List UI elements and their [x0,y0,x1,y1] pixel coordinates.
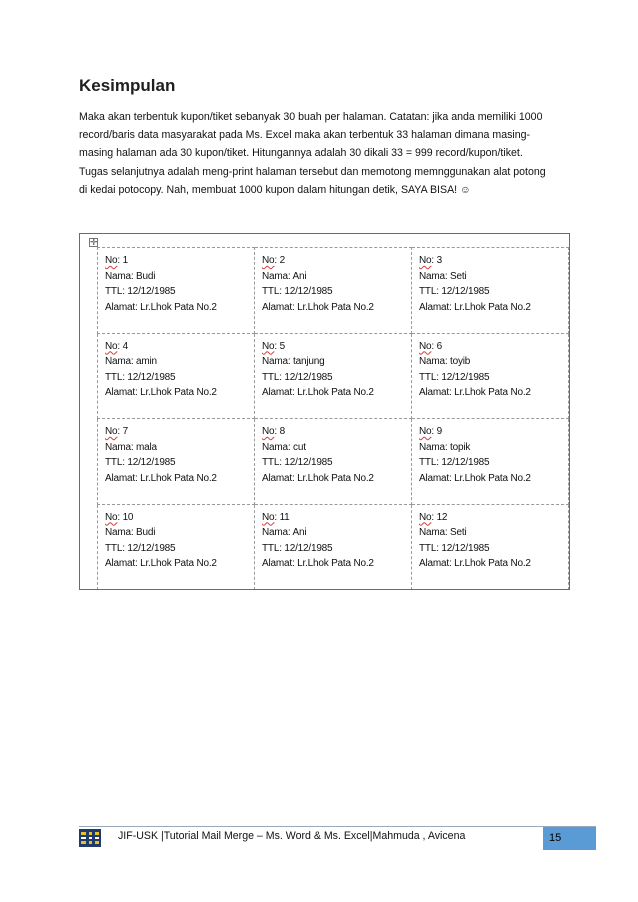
coupon-ttl-value: 12/12/1985 [441,457,490,469]
coupon-nama: Nama: cut [262,441,306,453]
coupon-nama-value: Seti [450,270,467,282]
coupon-alamat: Alamat: Lr.Lhok Pata No.2 [419,558,531,570]
coupon-no-value: 6 [436,340,442,352]
coupon-nama-value: Seti [450,527,467,539]
paragraph-line: Tugas selanjutnya adalah meng-print halaman tersebut dan memotong memnggunakan alat potong [79,165,546,178]
coupon-ttl-value: 12/12/1985 [127,371,176,383]
coupon-ttl-label: TTL [105,457,123,469]
coupon-nama-value: cut [293,441,306,453]
coupon-nama: Nama: Ani [262,527,307,539]
coupon-ttl: TTL: 12/12/1985 [262,542,333,554]
conclusion-paragraph [79,108,569,199]
coupon-alamat-value: Lr.Lhok Pata No.2 [454,387,531,399]
coupon-no-value: 3 [436,255,442,266]
coupon-alamat-value: Lr.Lhok Pata No.2 [140,558,217,570]
coupon-no-label: No [105,511,118,523]
jif-usk-logo-icon [79,829,101,847]
coupon-no-label: No [105,255,118,266]
coupon-ttl: TTL: 12/12/1985 [105,542,176,554]
coupon-nama-label: Nama [419,270,445,282]
coupon-alamat-value: Lr.Lhok Pata No.2 [454,301,531,313]
coupon-alamat: Alamat: Lr.Lhok Pata No.2 [262,472,374,484]
coupon-ttl-label: TTL [262,371,280,383]
coupon-no: No: 8 [262,426,285,437]
coupon-alamat-label: Alamat [262,558,292,570]
coupon-ttl-value: 12/12/1985 [441,371,490,383]
coupon-ttl-value: 12/12/1985 [127,542,176,554]
coupon-ttl-label: TTL [262,542,280,554]
coupon-alamat: Alamat: Lr.Lhok Pata No.2 [262,387,374,399]
coupon-cell [412,419,569,505]
coupon-nama: Nama: tanjung [262,356,325,368]
coupon-nama-label: Nama [105,356,131,368]
coupon-ttl: TTL: 12/12/1985 [262,371,333,383]
coupon-alamat-label: Alamat [105,472,135,484]
coupon-nama: Nama: Seti [419,270,467,282]
coupon-no-label: No [262,340,275,352]
coupon-alamat-value: Lr.Lhok Pata No.2 [297,301,374,313]
coupon-cell [98,248,255,334]
coupon-alamat-value: Lr.Lhok Pata No.2 [140,387,217,399]
coupon-ttl-value: 12/12/1985 [441,542,490,554]
coupon-no-label: No [105,426,118,437]
coupon-alamat-value: Lr.Lhok Pata No.2 [297,387,374,399]
coupon-alamat-label: Alamat [419,472,449,484]
coupon-row [98,248,569,334]
coupon-ttl: TTL: 12/12/1985 [262,457,333,469]
coupon-nama-label: Nama [105,441,131,453]
coupon-ttl: TTL: 12/12/1985 [105,286,176,298]
coupon-nama: Nama: Budi [105,527,156,539]
coupon-no-value: 11 [279,511,290,523]
coupon-no: No: 10 [105,511,134,523]
coupon-alamat: Alamat: Lr.Lhok Pata No.2 [105,558,217,570]
coupon-alamat: Alamat: Lr.Lhok Pata No.2 [262,558,374,570]
coupon-cell [255,504,412,590]
coupon-row [98,333,569,419]
coupon-nama: Nama: amin [105,356,157,368]
coupon-nama-value: Budi [136,270,156,282]
coupon-alamat: Alamat: Lr.Lhok Pata No.2 [419,472,531,484]
footer-divider [79,826,596,827]
coupon-no-label: No [262,426,275,437]
paragraph-line: masing halaman ada 30 kupon/tiket. Hitungannya adalah 30 dikali 33 = 999 record/kupon/tiket. [79,147,523,160]
coupon-ttl: TTL: 12/12/1985 [419,457,490,469]
coupon-no-label: No [262,255,275,266]
paragraph-line: di kedai potocopy. Nah, membuat 1000 kupon dalam hitungan detik, SAYA BISA! ☺ [79,183,471,196]
coupon-no-value: 12 [436,511,448,523]
coupon-no-value: 8 [279,426,285,437]
coupon-cell [255,419,412,505]
coupon-cell [412,248,569,334]
coupon-ttl-value: 12/12/1985 [127,457,176,469]
coupon-nama-label: Nama [262,270,288,282]
coupon-cell [412,504,569,590]
coupon-nama-value: topik [450,441,471,453]
coupon-alamat: Alamat: Lr.Lhok Pata No.2 [262,301,374,313]
coupon-no-label: No [419,340,432,352]
coupon-nama-value: Ani [292,527,307,539]
coupon-alamat-label: Alamat [262,387,292,399]
coupon-ttl-label: TTL [105,286,123,298]
coupon-alamat-label: Alamat [419,558,449,570]
coupon-table [97,247,569,590]
coupon-no: No: 2 [262,255,285,266]
coupon-no: No: 6 [419,340,442,352]
coupon-ttl: TTL: 12/12/1985 [105,457,176,469]
coupon-cell [98,419,255,505]
coupon-no-value: 2 [279,255,285,266]
coupon-nama-label: Nama [262,527,288,539]
coupon-nama: Nama: Seti [419,527,467,539]
coupon-row [98,419,569,505]
coupon-nama-label: Nama [262,441,288,453]
coupon-ttl-value: 12/12/1985 [284,286,333,298]
coupon-no: No: 1 [105,255,128,266]
coupon-nama-value: tanjung [293,356,325,368]
coupon-nama: Nama: toyib [419,356,471,368]
coupon-nama-value: mala [136,441,157,453]
coupon-no: No: 3 [419,255,442,266]
coupon-nama: Nama: Budi [105,270,156,282]
coupon-cell [255,333,412,419]
coupon-nama-label: Nama [105,527,131,539]
coupon-ttl-label: TTL [419,542,437,554]
coupon-nama: Nama: mala [105,441,157,453]
coupon-row [98,504,569,590]
coupon-alamat-value: Lr.Lhok Pata No.2 [140,301,217,313]
coupon-ttl: TTL: 12/12/1985 [105,371,176,383]
coupon-alamat-label: Alamat [419,301,449,313]
paragraph-line: Maka akan terbentuk kupon/tiket sebanyak 30 buah per halaman. Catatan: jika anda memiliki 1000 [79,111,543,123]
coupon-no: No: 12 [419,511,448,523]
coupon-alamat: Alamat: Lr.Lhok Pata No.2 [105,301,217,313]
coupon-no-value: 5 [279,340,285,352]
coupon-nama-value: amin [136,356,157,368]
coupon-ttl-value: 12/12/1985 [284,371,333,383]
coupon-ttl-label: TTL [105,542,123,554]
coupon-no: No: 11 [262,511,290,523]
coupon-cell [98,333,255,419]
coupon-no-label: No [262,511,275,523]
coupon-cell [98,504,255,590]
coupon-no: No: 5 [262,340,285,352]
coupon-no: No: 7 [105,426,128,437]
coupon-nama: Nama: topik [419,441,471,453]
coupon-alamat-value: Lr.Lhok Pata No.2 [297,558,374,570]
footer-text: JIF-USK |Tutorial Mail Merge – Ms. Word & Ms. Excel|Mahmuda , Avicena [118,830,466,842]
coupon-alamat-value: Lr.Lhok Pata No.2 [454,472,531,484]
coupon-alamat-value: Lr.Lhok Pata No.2 [454,558,531,570]
coupon-no-value: 1 [122,255,128,266]
table-move-handle-icon[interactable]: ✛ [90,237,98,247]
coupon-alamat-label: Alamat [105,387,135,399]
coupon-alamat-label: Alamat [105,301,135,313]
coupon-alamat: Alamat: Lr.Lhok Pata No.2 [105,472,217,484]
coupon-nama-value: Budi [136,527,156,539]
coupon-ttl-value: 12/12/1985 [284,542,333,554]
coupon-alamat: Alamat: Lr.Lhok Pata No.2 [105,387,217,399]
coupon-nama-value: toyib [450,356,471,368]
coupon-alamat-label: Alamat [105,558,135,570]
coupon-cell [412,333,569,419]
coupon-ttl: TTL: 12/12/1985 [419,371,490,383]
section-heading: Kesimpulan [79,76,176,95]
coupon-nama-label: Nama [419,527,445,539]
coupon-no: No: 9 [419,426,442,437]
coupon-no-value: 7 [122,426,128,437]
coupon-no: No: 4 [105,340,128,352]
coupon-alamat: Alamat: Lr.Lhok Pata No.2 [419,301,531,313]
coupon-ttl-value: 12/12/1985 [441,286,490,298]
coupon-ttl-label: TTL [419,457,437,469]
coupon-page-screenshot [79,233,570,590]
coupon-no-value: 10 [122,511,134,523]
coupon-nama-label: Nama [419,441,445,453]
coupon-alamat: Alamat: Lr.Lhok Pata No.2 [419,387,531,399]
coupon-nama-label: Nama [105,270,131,282]
coupon-alamat-label: Alamat [262,472,292,484]
paragraph-line: record/baris data masyarakat pada Ms. Excel maka akan terbentuk 33 halaman dimana masing- [79,129,531,142]
coupon-no-value: 9 [436,426,442,437]
coupon-ttl-label: TTL [419,371,437,383]
coupon-alamat-value: Lr.Lhok Pata No.2 [297,472,374,484]
coupon-nama-label: Nama [419,356,445,368]
coupon-nama: Nama: Ani [262,270,307,282]
page-footer [79,826,596,850]
coupon-no-label: No [419,426,432,437]
coupon-cell [255,248,412,334]
coupon-ttl-label: TTL [262,457,280,469]
coupon-ttl-label: TTL [419,286,437,298]
coupon-no-label: No [419,511,432,523]
coupon-ttl-value: 12/12/1985 [127,286,176,298]
coupon-ttl: TTL: 12/12/1985 [419,542,490,554]
coupon-alamat-value: Lr.Lhok Pata No.2 [140,472,217,484]
coupon-ttl: TTL: 12/12/1985 [262,286,333,298]
coupon-nama-label: Nama [262,356,288,368]
coupon-ttl-label: TTL [262,286,280,298]
coupon-no-label: No [419,255,432,266]
coupon-ttl: TTL: 12/12/1985 [419,286,490,298]
coupon-alamat-label: Alamat [262,301,292,313]
coupon-alamat-label: Alamat [419,387,449,399]
coupon-ttl-label: TTL [105,371,123,383]
coupon-nama-value: Ani [292,270,307,282]
coupon-no-value: 4 [122,340,128,352]
coupon-ttl-value: 12/12/1985 [284,457,333,469]
page-number: 15 [543,827,596,850]
coupon-no-label: No [105,340,118,352]
